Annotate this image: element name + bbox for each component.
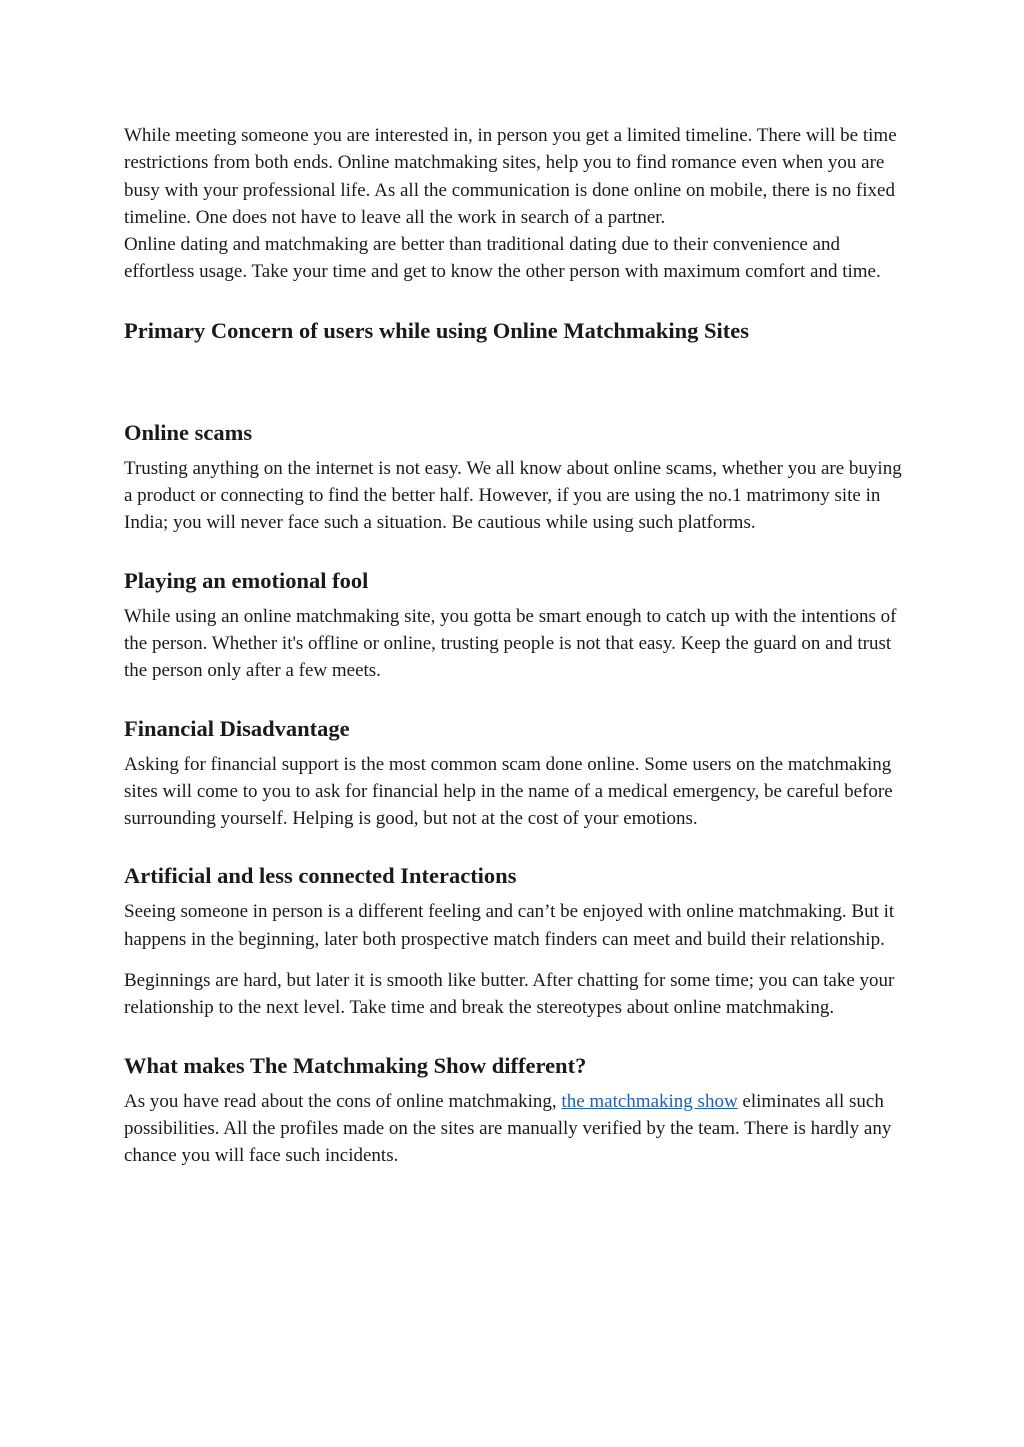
section-heading-financial-disadvantage: Financial Disadvantage	[124, 715, 350, 741]
main-heading: Primary Concern of users while using Online Matchmaking Sites	[124, 317, 749, 343]
matchmaking-show-link[interactable]: the matchmaking show	[561, 1090, 738, 1112]
section-body-matchmaking-show	[124, 1088, 914, 1170]
section-body-online-scams: Trusting anything on the internet is not easy. We all know about online scams, whether you are buying a product or connecting to find the better half. However, if you are using the no.1 matrimony site in India; you will never face such a situation. Be cautious while using such platforms.	[124, 457, 902, 534]
section-body-artificial-interactions-2: Beginnings are hard, but later it is smooth like butter. After chatting for some time; you can take your relationship to the next level. Take time and break the stereotypes about online matchmaking.	[124, 970, 895, 1019]
section-body-artificial-interactions: Seeing someone in person is a different feeling and can’t be enjoyed with online matchmaking. But it happens in the beginning, later both prospective match finders can meet and build their relationship.	[124, 901, 895, 950]
section-heading-emotional-fool: Playing an emotional fool	[124, 567, 369, 593]
document-page	[124, 122, 914, 1170]
section-body-financial-disadvantage: Asking for financial support is the most common scam done online. Some users on the matchmaking sites will come to you to ask for financial help in the name of a medical emergency, be careful before surrounding yourself. Helping is good, but not at the cost of your emotions.	[124, 753, 893, 830]
section-heading-online-scams: Online scams	[124, 419, 253, 445]
section-heading-matchmaking-show: What makes The Matchmaking Show different?	[124, 1052, 587, 1078]
section-heading-artificial-interactions: Artificial and less connected Interactions	[124, 863, 517, 889]
intro-paragraph-1: While meeting someone you are interested in, in person you get a limited timeline. There will be time restrictions from both ends. Online matchmaking sites, help you to find romance even when you are busy with your professional life. As all the communication is done online on mobile, there is no fixed timeline. One does not have to leave all the work in search of a partner.	[124, 125, 897, 228]
final-text-after-link: eliminates all such possibilities. All the profiles made on the sites are manually verified by the team. There is hardly any chance you will face such incidents.	[124, 1090, 892, 1167]
final-text-before-link: As you have read about the cons of online matchmaking,	[124, 1090, 562, 1112]
section-body-emotional-fool: While using an online matchmaking site, you gotta be smart enough to catch up with the intentions of the person. Whether it's offline or online, trusting people is not that easy. Keep the guard on and trust the person only after a few meets.	[124, 605, 897, 682]
intro-paragraph-2: Online dating and matchmaking are better than traditional dating due to their convenience and effortless usage. Take your time and get to know the other person with maximum comfort and time.	[124, 234, 881, 283]
